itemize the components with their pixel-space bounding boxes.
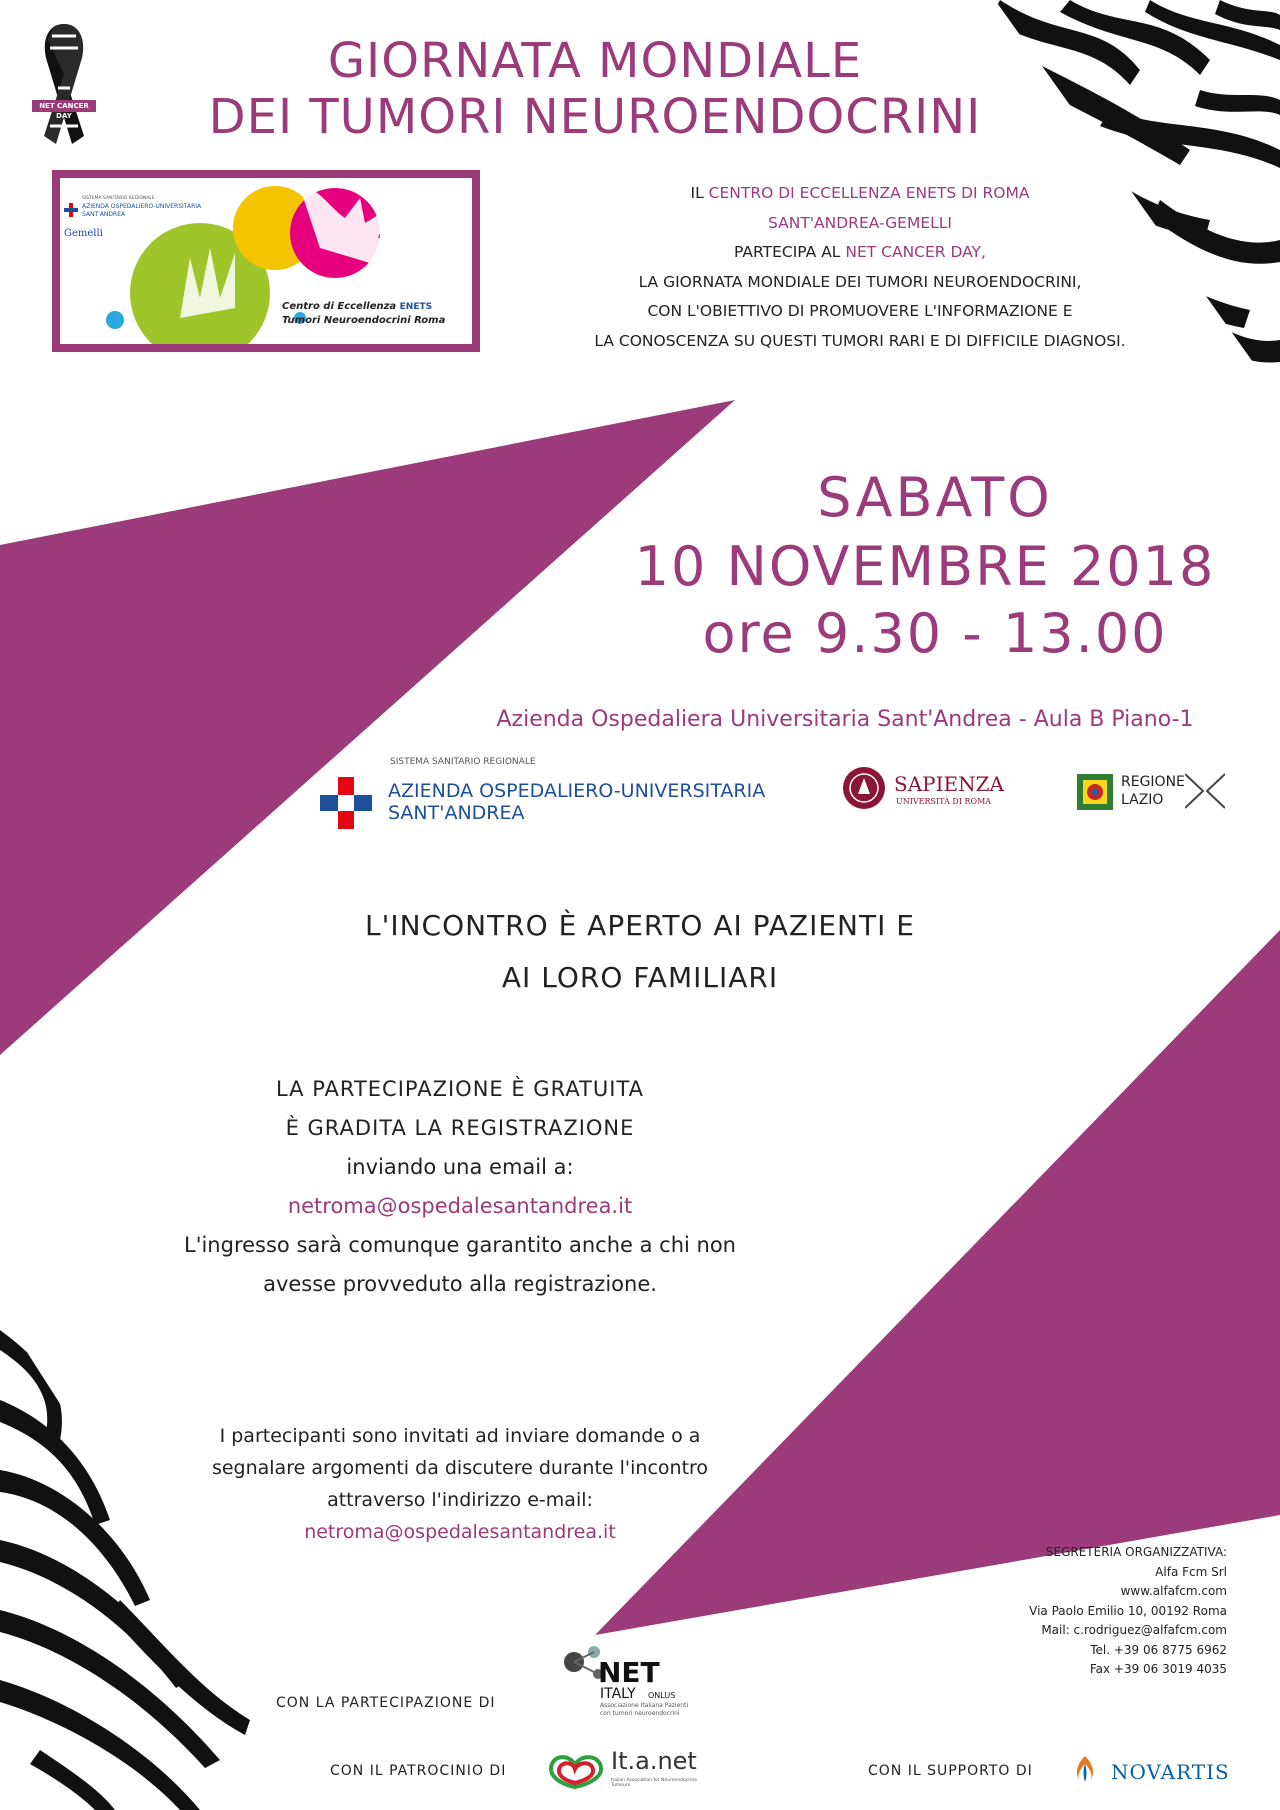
intro-line-4: LA GIORNATA MONDIALE DEI TUMORI NEUROENDOCRINI, <box>638 272 1082 291</box>
registration-email-link[interactable]: netroma@ospedalesantandrea.it <box>287 1194 633 1218</box>
intro-line-3b: NET CANCER DAY <box>845 243 982 262</box>
invite-line-3: attraverso l'indirizzo e-mail: <box>327 1489 593 1511</box>
title-line-1: GIORNATA MONDIALE <box>327 33 863 89</box>
participation-line-6: avesse provveduto alla registrazione. <box>263 1272 657 1296</box>
questions-invite <box>110 1420 810 1548</box>
sapienza-logo <box>842 766 1012 814</box>
regione-lazio-logo <box>1075 770 1235 814</box>
questions-email-link[interactable]: netroma@ospedalesantandrea.it <box>304 1521 616 1543</box>
participation-info <box>80 1070 840 1304</box>
aou-line-1: AZIENDA OSPEDALIERO-UNIVERSITARIA <box>388 780 766 802</box>
participation-line-2: È GRADITA LA REGISTRAZIONE <box>285 1116 635 1140</box>
secretariat-fax: Fax +39 06 3019 4035 <box>1089 1662 1227 1676</box>
secretariat-web-link[interactable]: www.alfafcm.com <box>1120 1584 1227 1598</box>
aou-line-2: SANT'ANDREA <box>388 802 525 824</box>
logo-caption <box>282 300 445 328</box>
intro-line-5: CON L'OBIETTIVO DI PROMUOVERE L'INFORMAZIONE E <box>647 302 1073 321</box>
open-line-2: AI LORO FAMILIARI <box>501 961 779 994</box>
centre-of-excellence-logo <box>52 170 480 352</box>
itanet-name: It.a.net <box>611 1747 697 1775</box>
intro-line-3a: PARTECIPA AL <box>734 243 846 262</box>
intro-line-6: LA CONOSCENZA SU QUESTI TUMORI RARI E DI DIFFICILE DIAGNOSI. <box>594 331 1126 350</box>
secretariat-company: Alfa Fcm Srl <box>1155 1564 1227 1579</box>
itanet-sub: Italian Association for Neuroendocrine Tumours <box>611 1778 697 1788</box>
title-line-2: DEI TUMORI NEUROENDOCRINI <box>208 89 982 145</box>
aou-santandrea-logo <box>320 755 780 830</box>
aou-small-label: SISTEMA SANITARIO REGIONALE <box>390 757 536 767</box>
net-italy-sub-1: Associazione Italiana Pazienti <box>600 1702 689 1709</box>
intro-line-1a: IL <box>690 184 709 202</box>
event-time: ore 9.30 - 13.00 <box>702 602 1168 665</box>
net-italy-big: NET <box>598 1656 660 1689</box>
footer-supporto-label: CON IL SUPPORTO DI <box>868 1763 1033 1779</box>
novartis-name: NOVARTIS <box>1111 1760 1230 1784</box>
zebra-pattern-bottom-left <box>0 1300 330 1810</box>
regione-x-mark <box>1185 772 1225 810</box>
ribbon-icon <box>28 18 100 148</box>
event-date: 10 NOVEMBRE 2018 <box>634 535 1216 598</box>
secretariat-mail[interactable]: Mail: c.rodriguez@alfafcm.com <box>1041 1623 1227 1637</box>
open-line-1: L'INCONTRO È APERTO AI PAZIENTI E <box>365 909 915 942</box>
net-italy-onlus: ONLUS <box>648 1691 676 1700</box>
sapienza-sub: UNIVERSITÀ DI ROMA <box>896 797 992 806</box>
regione-line-1: REGIONE <box>1121 774 1185 790</box>
secretariat-address: Via Paolo Emilio 10, 00192 Roma <box>1029 1603 1227 1618</box>
logo-org-line-2: SANT'ANDREA <box>82 211 126 218</box>
logo-caption-line-1: Centro di Eccellenza <box>282 301 397 312</box>
logo-caption-line-2: Tumori Neuroendocrini Roma <box>282 315 446 326</box>
intro-line-1b: CENTRO DI ECCELLENZA ENETS DI ROMA <box>708 184 1030 202</box>
aou-cross-icon <box>64 203 78 217</box>
footer-partecipazione-label: CON LA PARTECIPAZIONE DI <box>276 1695 496 1711</box>
intro-line-2: SANT'ANDREA-GEMELLI <box>768 213 952 232</box>
secretariat-title: SEGRETERIA ORGANIZZATIVA: <box>1045 1545 1227 1559</box>
invite-line-1: I partecipanti sono invitati ad inviare domande o a <box>219 1425 701 1447</box>
sapienza-seal-icon <box>842 766 886 810</box>
page-title <box>95 33 1095 145</box>
participation-line-3: inviando una email a: <box>346 1155 574 1179</box>
footer-patrocinio-label: CON IL PATROCINIO DI <box>330 1763 507 1779</box>
event-day: SABATO <box>817 466 1053 529</box>
ribbon-label: NET CANCER DAY <box>39 102 89 120</box>
secretariat-info <box>900 1543 1227 1680</box>
secretariat-tel: Tel. +39 06 8775 6962 <box>1090 1642 1227 1657</box>
event-venue: Azienda Ospedaliera Universitaria Sant'Andrea - Aula B Piano-1 <box>496 707 1194 732</box>
itanet-logo <box>545 1745 715 1795</box>
net-cancer-day-ribbon-logo <box>28 18 100 148</box>
intro-line-3c: , <box>981 243 986 262</box>
novartis-flame-icon <box>1073 1754 1097 1784</box>
open-notice <box>280 900 1000 1004</box>
participation-line-1: LA PARTECIPAZIONE È GRATUITA <box>275 1077 645 1101</box>
enets-label: ENETS <box>399 302 433 312</box>
novartis-logo <box>1073 1752 1243 1792</box>
gemelli-logo: Gemelli <box>64 228 103 239</box>
participation-line-5: L'ingresso sarà comunque garantito anche a chi non <box>184 1233 736 1257</box>
net-italy-sub-2: con tumori neuroendocrini <box>600 1710 680 1717</box>
logo-org-line-1: AZIENDA OSPEDALIERO-UNIVERSITARIA <box>82 203 202 210</box>
itanet-heart-icon <box>545 1749 607 1789</box>
invite-line-2: segnalare argomenti da discutere durante l'incontro <box>211 1457 709 1479</box>
red-cross-icon <box>320 777 372 829</box>
regione-lazio-crest-icon <box>1075 772 1115 812</box>
regione-line-2: LAZIO <box>1121 792 1164 808</box>
intro-text <box>500 179 1220 357</box>
logo-org-small: SISTEMA SANITARIO REGIONALE <box>82 196 155 201</box>
net-italy-logo <box>560 1640 720 1720</box>
sapienza-name: SAPIENZA <box>894 772 1004 796</box>
net-italy-small: ITALY <box>600 1686 636 1702</box>
